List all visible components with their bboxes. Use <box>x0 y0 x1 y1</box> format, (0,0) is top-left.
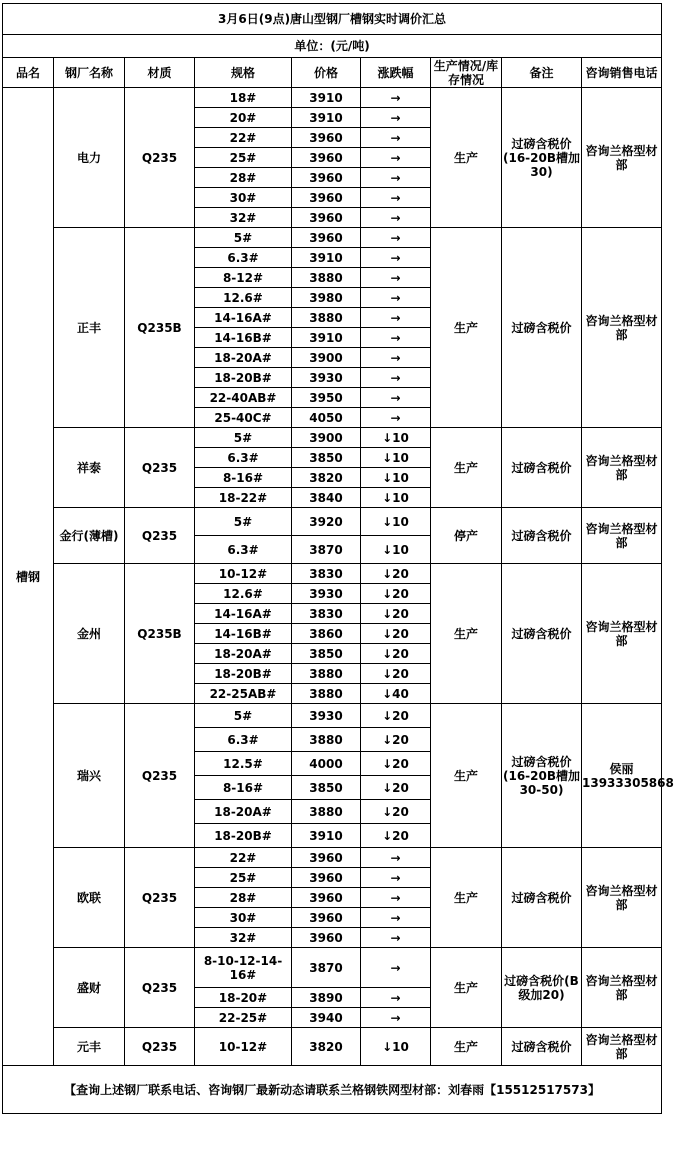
spec: 12.5# <box>195 752 292 776</box>
change: → <box>361 348 431 368</box>
change: ↓20 <box>361 604 431 624</box>
footer-note: 【查询上述钢厂联系电话、咨询钢厂最新动态请联系兰格钢铁网型材部：刘春雨【15512517573】 <box>3 1066 662 1114</box>
price: 3960 <box>292 908 361 928</box>
header-change: 涨跌幅 <box>361 58 431 88</box>
spec: 22# <box>195 128 292 148</box>
change: → <box>361 208 431 228</box>
note: 过磅含税价 <box>502 848 582 948</box>
mill-name: 电力 <box>54 88 125 228</box>
price: 3920 <box>292 508 361 536</box>
price: 3880 <box>292 268 361 288</box>
price: 3850 <box>292 448 361 468</box>
spec: 14-16A# <box>195 308 292 328</box>
spec: 32# <box>195 928 292 948</box>
spec: 5# <box>195 228 292 248</box>
spec: 18-20A# <box>195 800 292 824</box>
change: → <box>361 188 431 208</box>
change: ↓40 <box>361 684 431 704</box>
spec: 25# <box>195 148 292 168</box>
spec: 18-20B# <box>195 664 292 684</box>
price: 3980 <box>292 288 361 308</box>
spec: 25# <box>195 868 292 888</box>
price: 3880 <box>292 308 361 328</box>
spec: 22# <box>195 848 292 868</box>
material: Q235 <box>125 428 195 508</box>
contact: 侯丽13933305868 <box>582 704 662 848</box>
spec: 20# <box>195 108 292 128</box>
spec: 14-16A# <box>195 604 292 624</box>
spec: 6.3# <box>195 248 292 268</box>
production-status: 生产 <box>431 1028 502 1066</box>
spec: 8-10-12-14-16# <box>195 948 292 988</box>
table-row <box>3 508 662 536</box>
spec: 18-20A# <box>195 348 292 368</box>
production-status: 生产 <box>431 704 502 848</box>
spec: 6.3# <box>195 536 292 564</box>
spec: 5# <box>195 508 292 536</box>
mill-name: 盛财 <box>54 948 125 1028</box>
contact: 咨询兰格型材部 <box>582 508 662 564</box>
price: 3960 <box>292 148 361 168</box>
footer-row <box>3 1066 662 1114</box>
note: 过磅含税价(B级加20) <box>502 948 582 1028</box>
change: → <box>361 908 431 928</box>
spec: 18-22# <box>195 488 292 508</box>
change: → <box>361 108 431 128</box>
change: → <box>361 988 431 1008</box>
note: 过磅含税价(16-20B槽加30) <box>502 88 582 228</box>
spec: 10-12# <box>195 1028 292 1066</box>
product-name: 槽钢 <box>3 88 54 1066</box>
price: 3960 <box>292 888 361 908</box>
note: 过磅含税价 <box>502 1028 582 1066</box>
price: 3870 <box>292 536 361 564</box>
price: 3840 <box>292 488 361 508</box>
change: ↓20 <box>361 824 431 848</box>
spec: 12.6# <box>195 288 292 308</box>
price: 3850 <box>292 776 361 800</box>
header-price: 价格 <box>292 58 361 88</box>
contact: 咨询兰格型材部 <box>582 948 662 1028</box>
material: Q235 <box>125 88 195 228</box>
spec: 5# <box>195 704 292 728</box>
change: → <box>361 288 431 308</box>
change: → <box>361 268 431 288</box>
price: 3960 <box>292 228 361 248</box>
spec: 22-25AB# <box>195 684 292 704</box>
change: → <box>361 148 431 168</box>
spec: 10-12# <box>195 564 292 584</box>
table-row <box>3 228 662 248</box>
page-title: 3月6日(9点)唐山型钢厂槽钢实时调价汇总 <box>3 4 662 35</box>
mill-name: 祥泰 <box>54 428 125 508</box>
price: 3910 <box>292 248 361 268</box>
production-status: 生产 <box>431 848 502 948</box>
spec: 8-12# <box>195 268 292 288</box>
change: → <box>361 228 431 248</box>
price: 3960 <box>292 848 361 868</box>
table-row <box>3 428 662 448</box>
material: Q235 <box>125 848 195 948</box>
change: ↓10 <box>361 468 431 488</box>
change: ↓20 <box>361 564 431 584</box>
price: 3960 <box>292 168 361 188</box>
price: 3960 <box>292 188 361 208</box>
change: ↓10 <box>361 1028 431 1066</box>
note: 过磅含税价 <box>502 564 582 704</box>
production-status: 停产 <box>431 508 502 564</box>
material: Q235 <box>125 704 195 848</box>
change: → <box>361 128 431 148</box>
change: → <box>361 388 431 408</box>
price: 3860 <box>292 624 361 644</box>
change: ↓10 <box>361 428 431 448</box>
price: 3910 <box>292 108 361 128</box>
change: → <box>361 948 431 988</box>
price: 3960 <box>292 128 361 148</box>
mill-name: 瑞兴 <box>54 704 125 848</box>
price: 3910 <box>292 824 361 848</box>
material: Q235B <box>125 228 195 428</box>
change: → <box>361 1008 431 1028</box>
change: ↓20 <box>361 776 431 800</box>
unit-label: 单位：(元/吨) <box>3 35 662 58</box>
spec: 8-16# <box>195 776 292 800</box>
price: 3820 <box>292 1028 361 1066</box>
production-status: 生产 <box>431 228 502 428</box>
mill-name: 欧联 <box>54 848 125 948</box>
change: → <box>361 408 431 428</box>
price: 3830 <box>292 564 361 584</box>
price: 3910 <box>292 88 361 108</box>
spec: 5# <box>195 428 292 448</box>
price: 4050 <box>292 408 361 428</box>
contact: 咨询兰格型材部 <box>582 228 662 428</box>
material: Q235 <box>125 1028 195 1066</box>
mill-name: 金行(薄槽) <box>54 508 125 564</box>
price: 3960 <box>292 868 361 888</box>
change: ↓20 <box>361 728 431 752</box>
header-note: 备注 <box>502 58 582 88</box>
price: 3950 <box>292 388 361 408</box>
change: → <box>361 88 431 108</box>
mill-name: 正丰 <box>54 228 125 428</box>
price: 3880 <box>292 728 361 752</box>
price: 3940 <box>292 1008 361 1028</box>
spec: 18-20A# <box>195 644 292 664</box>
change: ↓20 <box>361 624 431 644</box>
mill-name: 金州 <box>54 564 125 704</box>
spec: 22-25# <box>195 1008 292 1028</box>
table-row <box>3 88 662 108</box>
spec: 14-16B# <box>195 624 292 644</box>
note: 过磅含税价 <box>502 428 582 508</box>
table-row <box>3 948 662 988</box>
price-table <box>2 3 674 1114</box>
change: → <box>361 928 431 948</box>
change: → <box>361 248 431 268</box>
production-status: 生产 <box>431 564 502 704</box>
change: → <box>361 368 431 388</box>
spec: 32# <box>195 208 292 228</box>
header-product: 品名 <box>3 58 54 88</box>
change: → <box>361 308 431 328</box>
price: 4000 <box>292 752 361 776</box>
change: ↓20 <box>361 584 431 604</box>
price: 3830 <box>292 604 361 624</box>
change: → <box>361 848 431 868</box>
price: 3890 <box>292 988 361 1008</box>
table-row <box>3 564 662 584</box>
change: ↓10 <box>361 488 431 508</box>
note: 过磅含税价 <box>502 508 582 564</box>
change: ↓20 <box>361 752 431 776</box>
header-status: 生产情况/库存情况 <box>431 58 502 88</box>
spec: 8-16# <box>195 468 292 488</box>
price: 3930 <box>292 368 361 388</box>
change: ↓10 <box>361 536 431 564</box>
table-row <box>3 704 662 728</box>
change: ↓20 <box>361 704 431 728</box>
price: 3930 <box>292 584 361 604</box>
spec: 28# <box>195 168 292 188</box>
spec: 25-40C# <box>195 408 292 428</box>
price: 3870 <box>292 948 361 988</box>
spec: 22-40AB# <box>195 388 292 408</box>
change: ↓20 <box>361 664 431 684</box>
note: 过磅含税价(16-20B槽加30-50) <box>502 704 582 848</box>
contact: 咨询兰格型材部 <box>582 564 662 704</box>
header-spec: 规格 <box>195 58 292 88</box>
change: ↓10 <box>361 508 431 536</box>
price: 3930 <box>292 704 361 728</box>
spec: 18-20# <box>195 988 292 1008</box>
contact: 咨询兰格型材部 <box>582 1028 662 1066</box>
table-row <box>3 848 662 868</box>
spec: 30# <box>195 188 292 208</box>
change: → <box>361 328 431 348</box>
spec: 18# <box>195 88 292 108</box>
spec: 18-20B# <box>195 824 292 848</box>
price: 3960 <box>292 928 361 948</box>
table-row <box>3 1028 662 1066</box>
header-mill: 钢厂名称 <box>54 58 125 88</box>
note: 过磅含税价 <box>502 228 582 428</box>
change: ↓10 <box>361 448 431 468</box>
contact: 咨询兰格型材部 <box>582 88 662 228</box>
material: Q235 <box>125 508 195 564</box>
contact: 咨询兰格型材部 <box>582 428 662 508</box>
spec: 30# <box>195 908 292 928</box>
change: ↓20 <box>361 644 431 664</box>
production-status: 生产 <box>431 88 502 228</box>
price: 3900 <box>292 348 361 368</box>
change: → <box>361 868 431 888</box>
price: 3910 <box>292 328 361 348</box>
material: Q235 <box>125 948 195 1028</box>
price: 3850 <box>292 644 361 664</box>
spec: 6.3# <box>195 448 292 468</box>
price: 3900 <box>292 428 361 448</box>
change: → <box>361 888 431 908</box>
price: 3880 <box>292 800 361 824</box>
spec: 6.3# <box>195 728 292 752</box>
mill-name: 元丰 <box>54 1028 125 1066</box>
material: Q235B <box>125 564 195 704</box>
change: ↓20 <box>361 800 431 824</box>
spec: 18-20B# <box>195 368 292 388</box>
spec: 14-16B# <box>195 328 292 348</box>
spec: 28# <box>195 888 292 908</box>
production-status: 生产 <box>431 428 502 508</box>
contact: 咨询兰格型材部 <box>582 848 662 948</box>
price: 3880 <box>292 684 361 704</box>
price: 3880 <box>292 664 361 684</box>
price: 3960 <box>292 208 361 228</box>
header-material: 材质 <box>125 58 195 88</box>
header-contact: 咨询销售电话 <box>582 58 662 88</box>
price: 3820 <box>292 468 361 488</box>
change: → <box>361 168 431 188</box>
production-status: 生产 <box>431 948 502 1028</box>
spec: 12.6# <box>195 584 292 604</box>
